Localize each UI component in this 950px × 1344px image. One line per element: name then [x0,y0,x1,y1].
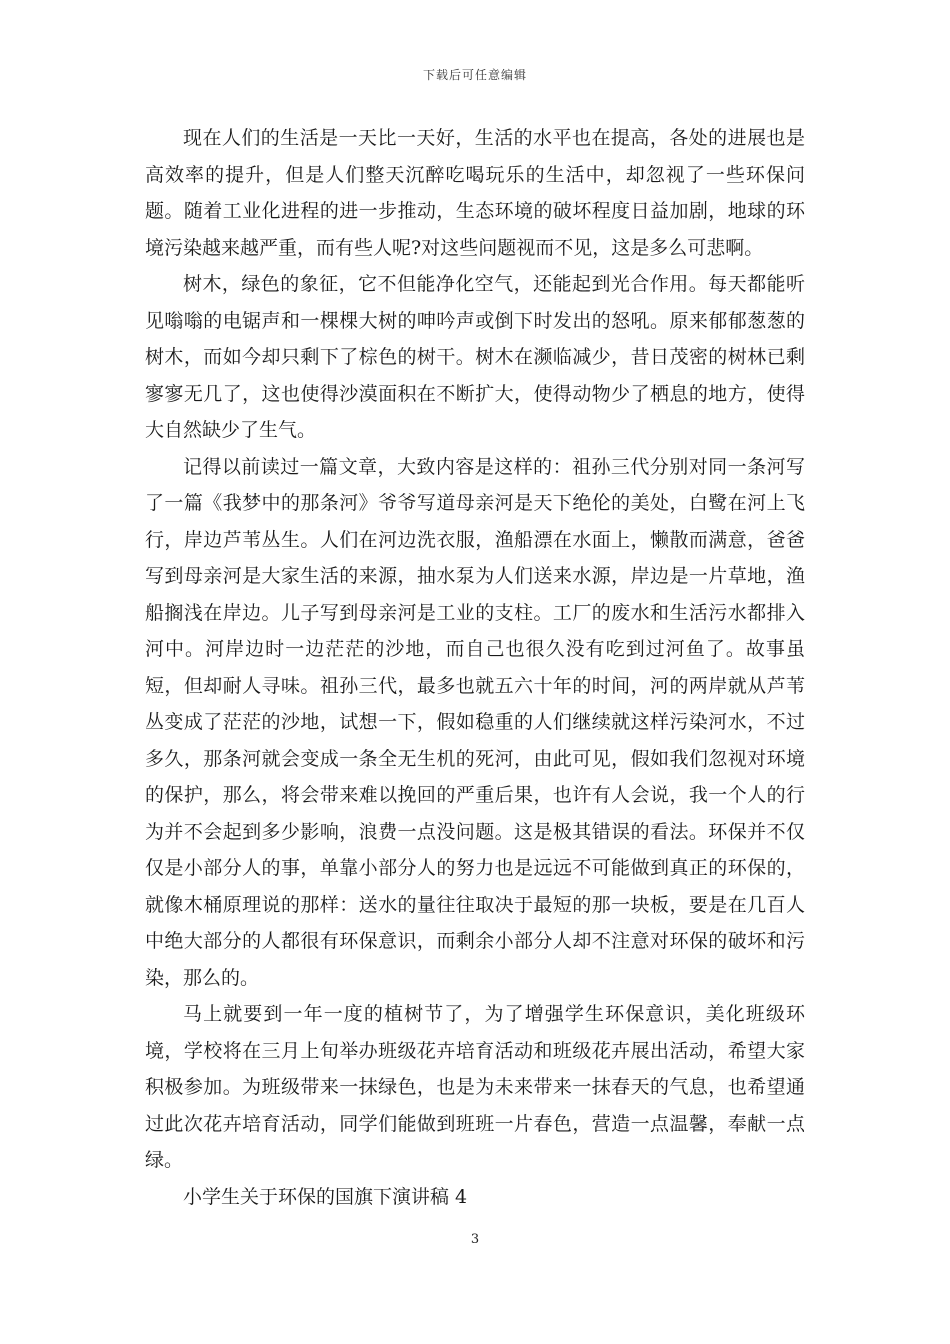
section-title: 小学生关于环保的国旗下演讲稿 4 [183,1185,468,1208]
page-header: 下载后可任意编辑 [422,68,527,82]
paragraph-arbor-day: 马上就要到一年一度的植树节了，为了增强学生环保意识，美化班级环境，学校将在三月上旬举办班级花卉培育活动和班级花卉展出活动，希望大家积极参加。为班级带来一抹绿色，也是为未来带来一抹春天的气息，也希望通过此次花卉培育活动，同学们能做到班班一片春色，营造一点温馨，奉献一点绿。 [145,1003,805,1171]
page-number: 3 [470,1232,480,1247]
paragraph-trees: 树木，绿色的象征，它不但能净化空气，还能起到光合作用。每天都能听见嗡嗡的电锯声和一棵棵大树的呻吟声或倒下时发出的怒吼。原来郁郁葱葱的树木，而如今却只剩下了棕色的树干。树木在濒临减少，昔日茂密的树林已剩寥寥无几了，这也使得沙漠面积在不断扩大，使得动物少了栖息的地方，使得大自然缺少了生气。 [145,273,805,441]
paragraph-river-story: 记得以前读过一篇文章，大致内容是这样的：祖孙三代分别对同一条河写了一篇《我梦中的那条河》爷爷写道母亲河是天下绝伦的美处，白鹭在河上飞行，岸边芦苇丛生。人们在河边洗衣服，渔船漂在水面上，懒散而满意，爸爸写到母亲河是大家生活的来源，抽水泵为人们送来水源，岸边是一片草地，渔船搁浅在岸边。儿子写到母亲河是工业的支柱。工厂的废水和生活污水都排入河中。河岸边时一边茫茫的沙地，而自己也很久没有吃到过河鱼了。故事虽短，但却耐人寻味。祖孙三代，最多也就五六十年的时间，河的两岸就从芦苇丛变成了茫茫的沙地，试想一下，假如稳重的人们继续就这样污染河水，不过多久，那条河就会变成一条全无生机的死河，由此可见，假如我们忽视对环境的保护，那么，将会带来难以挽回的严重后果，也许有人会说，我一个人的行为并不会起到多少影响，浪费一点没问题。这是极其错误的看法。环保并不仅仅是小部分人的事，单靠小部分人的努力也是远远不可能做到真正的环保的，就像木桶原理说的那样：送水的量往往取决于最短的那一块板，要是在几百人中绝大部分的人都很有环保意识，而剩余小部分人却不注意对环保的破坏和污染，那么的。 [145,455,805,989]
paragraph-environment-problems: 现在人们的生活是一天比一天好，生活的水平也在提高，各处的进展也是高效率的提升，但是人们整天沉醉吃喝玩乐的生活中，却忽视了一些环保问题。随着工业化进程的进一步推动，生态环境的破坏程度日益加剧，地球的环境污染越来越严重，而有些人呢?对这些问题视而不见，这是多么可悲啊。 [145,127,805,259]
document-body [145,120,805,1215]
